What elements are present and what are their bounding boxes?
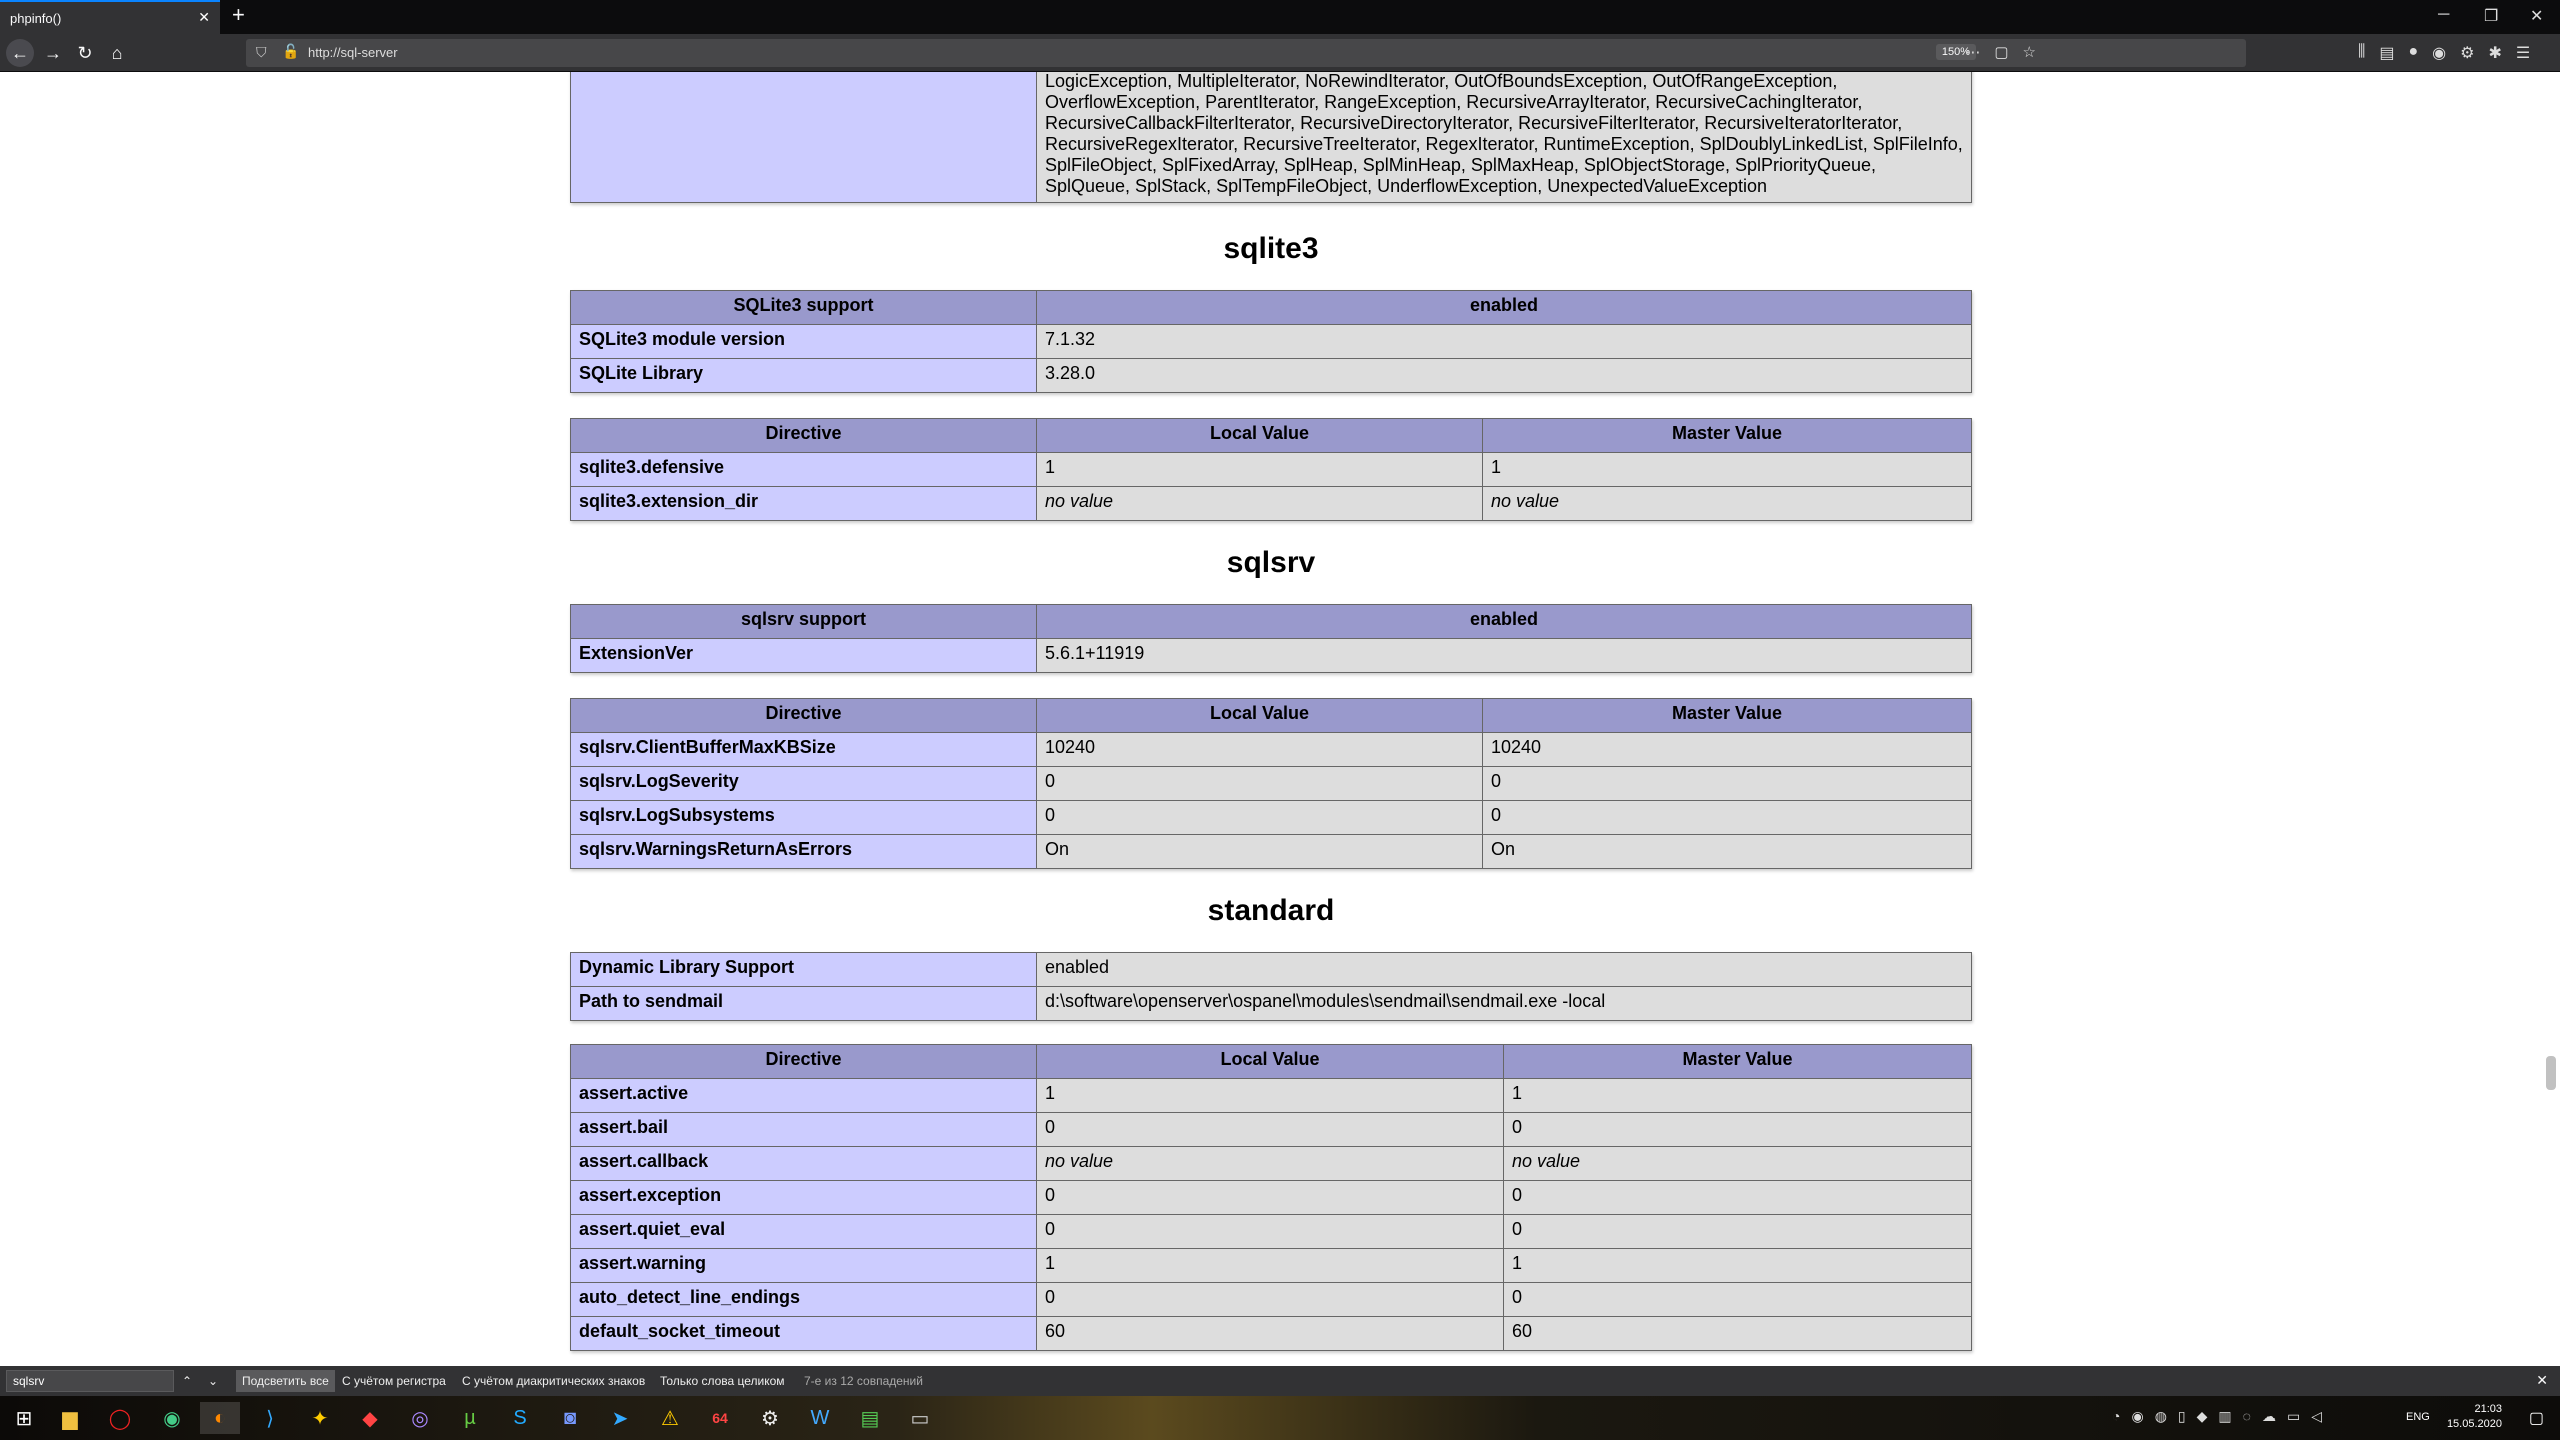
opera-icon[interactable]: ◯ bbox=[108, 1407, 132, 1430]
match-diacritics-button[interactable]: С учётом диакритических знаков bbox=[462, 1374, 646, 1388]
table-header: Master Value bbox=[1483, 699, 1972, 733]
insecure-lock-icon[interactable]: 🔓 bbox=[282, 43, 300, 59]
telegram-icon[interactable]: ➤ bbox=[611, 1407, 629, 1430]
table-row: sqlsrv.LogSubsystems 0 0 bbox=[571, 801, 1972, 835]
tray-icon[interactable]: ◍ bbox=[2154, 1408, 2167, 1424]
home-button[interactable]: ⌂ bbox=[111, 42, 123, 63]
firefox-icon[interactable]: ◐ bbox=[200, 1402, 240, 1434]
tab-title: phpinfo() bbox=[10, 10, 62, 26]
table-row: SQLite Library 3.28.0 bbox=[571, 359, 1972, 393]
sqlsrv-info-table bbox=[570, 604, 1972, 673]
find-next-icon[interactable]: ⌄ bbox=[208, 1374, 219, 1388]
find-input[interactable]: sqlsrv bbox=[6, 1370, 174, 1392]
network-icon[interactable]: ▭ bbox=[2286, 1408, 2301, 1424]
tray-icon[interactable]: ▯ bbox=[2177, 1408, 2186, 1424]
chat-icon[interactable]: ◎ bbox=[411, 1407, 429, 1430]
window-icon[interactable]: ▭ bbox=[910, 1407, 930, 1430]
clock-time: 21:03 bbox=[2474, 1403, 2502, 1415]
table-row: assert.quiet_eval 0 0 bbox=[571, 1215, 1972, 1249]
back-button[interactable]: ← bbox=[6, 39, 34, 67]
table-row: sqlsrv.WarningsReturnAsErrors On On bbox=[571, 835, 1972, 869]
table-header: enabled bbox=[1037, 291, 1972, 325]
table-header: Directive bbox=[571, 419, 1037, 453]
clock-date: 15.05.2020 bbox=[2446, 1418, 2502, 1430]
sqlsrv-directive-table bbox=[570, 698, 1972, 869]
figma-icon[interactable]: ◆ bbox=[362, 1407, 378, 1430]
toolbar-icons bbox=[2358, 43, 2530, 63]
module-title-standard: standard bbox=[1207, 894, 1335, 927]
table-header: Directive bbox=[571, 699, 1037, 733]
tab-phpinfo[interactable] bbox=[0, 0, 220, 34]
app-icon[interactable]: ✦ bbox=[311, 1407, 329, 1430]
table-row: auto_detect_line_endings 0 0 bbox=[571, 1283, 1972, 1317]
app-64-icon[interactable]: 64 bbox=[712, 1410, 728, 1426]
close-window-icon[interactable]: ✕ bbox=[2530, 8, 2544, 25]
shield-icon[interactable]: ⛉ bbox=[256, 44, 267, 60]
warning-app-icon[interactable]: ⚠ bbox=[661, 1407, 679, 1430]
table-row: Path to sendmail d:\software\openserver\ospanel\modules\sendmail\sendmail.exe -local bbox=[571, 987, 1972, 1021]
vscode-icon[interactable]: ⟩ bbox=[266, 1407, 274, 1430]
tray-icon[interactable]: ▥ bbox=[2218, 1408, 2232, 1424]
spl-classes-value: LogicException, MultipleIterator, NoRewindIterator, OutOfBoundsException, OutOfRangeException, OverflowException, ParentIterator, RangeException, RecursiveArrayIterator, RecursiveCachingIterator, RecursiveCallbackFilterIterator, RecursiveDirectoryIterator, RecursiveFilterIterator, RecursiveIteratorIterator, RecursiveRegexIterator, RecursiveTreeIterator, RegexIterator, RuntimeException, SplDoublyLinkedList, SplFileInfo, SplFileObject, SplFixedArray, SplHeap, SplMinHeap, SplMaxHeap, SplObjectStorage, SplPriorityQueue, SplQueue, SplStack, SplTempFileObject, UnderflowException, UnexpectedValueException bbox=[1037, 72, 1972, 203]
standard-directive-table bbox=[570, 1044, 1972, 1351]
table-row: assert.exception 0 0 bbox=[571, 1181, 1972, 1215]
table-row: Dynamic Library Support enabled bbox=[571, 953, 1972, 987]
table-header: Local Value bbox=[1037, 1045, 1504, 1079]
find-previous-icon[interactable]: ⌃ bbox=[182, 1374, 193, 1388]
table-row: assert.active 1 1 bbox=[571, 1079, 1972, 1113]
table-row: assert.callback no value no value bbox=[571, 1147, 1972, 1181]
navigation-bar bbox=[0, 34, 2560, 72]
find-status: 7-е из 12 совпадений bbox=[804, 1374, 923, 1388]
library-icon[interactable]: ⫼ bbox=[2358, 43, 2366, 60]
table-header: Local Value bbox=[1037, 699, 1483, 733]
new-tab-icon[interactable]: + bbox=[232, 2, 245, 27]
sqlite3-directive-table bbox=[570, 418, 1972, 521]
page-content bbox=[0, 72, 2560, 1366]
account-icon[interactable]: ◉ bbox=[2432, 45, 2447, 62]
clock[interactable] bbox=[2447, 1402, 2502, 1432]
system-tray bbox=[2112, 1408, 2322, 1425]
word-icon[interactable]: W bbox=[810, 1406, 830, 1429]
tray-icon[interactable]: ◔ bbox=[2112, 1408, 2121, 1424]
table-header: SQLite3 support bbox=[571, 291, 1037, 325]
whole-words-button[interactable]: Только слова целиком bbox=[660, 1374, 785, 1388]
zoom-indicator[interactable]: 150% bbox=[1936, 44, 1976, 60]
forward-button[interactable]: → bbox=[44, 42, 62, 63]
menu-icon[interactable]: ☰ bbox=[2515, 45, 2531, 62]
tray-icon[interactable]: ◆ bbox=[2196, 1408, 2208, 1424]
close-find-icon[interactable]: ✕ bbox=[2536, 1372, 2548, 1388]
module-title-sqlite3: sqlite3 bbox=[1223, 232, 1319, 265]
match-case-button[interactable]: С учётом регистра bbox=[342, 1374, 446, 1388]
torrent-icon[interactable]: µ bbox=[464, 1406, 476, 1429]
language-indicator[interactable]: ENG bbox=[2406, 1411, 2430, 1423]
reload-button[interactable]: ↻ bbox=[77, 42, 93, 63]
sqlite3-info-table bbox=[570, 290, 1972, 393]
start-icon[interactable]: ⊞ bbox=[15, 1407, 33, 1430]
discord-icon[interactable]: ◙ bbox=[563, 1406, 577, 1429]
settings-icon[interactable]: ⚙ bbox=[2460, 45, 2475, 62]
table-row: sqlite3.defensive 1 1 bbox=[571, 453, 1972, 487]
close-tab-icon[interactable]: ✕ bbox=[198, 9, 210, 25]
find-bar bbox=[0, 1366, 2560, 1396]
notepad-icon[interactable]: ▤ bbox=[860, 1407, 880, 1430]
spl-classes-table bbox=[570, 72, 1972, 203]
table-row: ExtensionVer 5.6.1+11919 bbox=[571, 639, 1972, 673]
minimize-icon[interactable]: ─ bbox=[2438, 6, 2450, 23]
gift-icon[interactable]: ✱ bbox=[2488, 45, 2502, 62]
notifications-icon[interactable]: ▢ bbox=[2528, 1410, 2544, 1427]
url-text[interactable]: http://sql-server bbox=[308, 45, 398, 60]
standard-info-table bbox=[570, 952, 1972, 1021]
table-row: SQLite3 module version 7.1.32 bbox=[571, 325, 1972, 359]
table-header: Master Value bbox=[1504, 1045, 1972, 1079]
table-header: sqlsrv support bbox=[571, 605, 1037, 639]
restore-icon[interactable]: ❐ bbox=[2484, 8, 2499, 25]
taskbar bbox=[0, 1396, 2560, 1440]
gear-app-icon[interactable]: ⚙ bbox=[761, 1407, 779, 1430]
table-header: Local Value bbox=[1037, 419, 1483, 453]
skype-icon[interactable]: S bbox=[513, 1406, 527, 1429]
extension-icon[interactable]: ● bbox=[2408, 43, 2419, 60]
file-explorer-icon[interactable]: ▆ bbox=[62, 1407, 78, 1430]
table-row: sqlsrv.ClientBufferMaxKBSize 10240 10240 bbox=[571, 733, 1972, 767]
table-row: default_socket_timeout 60 60 bbox=[571, 1317, 1972, 1351]
table-header: Directive bbox=[571, 1045, 1037, 1079]
tray-icon[interactable]: ◉ bbox=[2131, 1408, 2144, 1424]
chrome-icon[interactable]: ◉ bbox=[163, 1407, 181, 1430]
table-row: assert.bail 0 0 bbox=[571, 1113, 1972, 1147]
volume-icon[interactable]: ◁ bbox=[2311, 1408, 2322, 1424]
table-row: assert.warning 1 1 bbox=[571, 1249, 1972, 1283]
sidebar-icon[interactable]: ▤ bbox=[2379, 45, 2395, 62]
tray-icon[interactable]: ◌ bbox=[2242, 1408, 2251, 1424]
module-title-sqlsrv: sqlsrv bbox=[1226, 546, 1316, 579]
table-header: Master Value bbox=[1483, 419, 1972, 453]
table-row: sqlite3.extension_dir no value no value bbox=[571, 487, 1972, 521]
page-actions-icon[interactable]: ⋯▢☆ bbox=[1965, 44, 2050, 61]
table-row: sqlsrv.LogSeverity 0 0 bbox=[571, 767, 1972, 801]
highlight-all-button[interactable]: Подсветить все bbox=[236, 1370, 335, 1392]
tab-bar bbox=[0, 0, 2560, 34]
scrollbar-thumb[interactable] bbox=[2546, 1056, 2556, 1090]
vertical-scrollbar[interactable] bbox=[2542, 72, 2560, 1366]
tray-icon[interactable]: ☁ bbox=[2261, 1408, 2276, 1424]
url-bar[interactable] bbox=[246, 39, 2246, 67]
table-header: enabled bbox=[1037, 605, 1972, 639]
